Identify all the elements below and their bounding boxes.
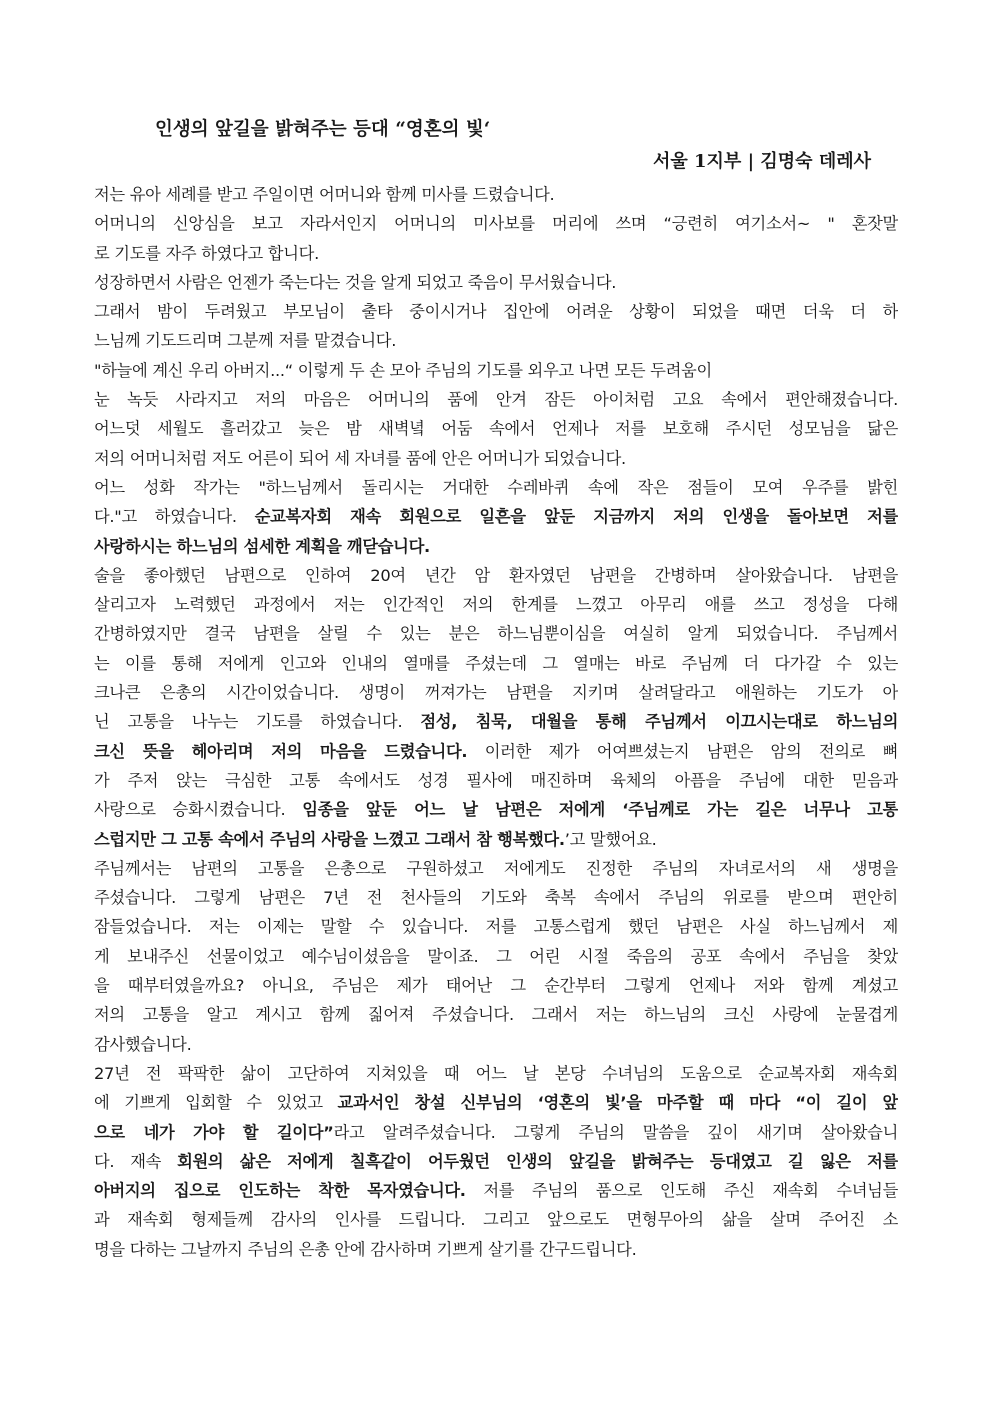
text-line	[94, 502, 898, 531]
text-run: 과 재속회 형제들께 감사의 인사를 드립니다. 그리고 앞으로도 면형무아의 삶을 살며 주어진 소	[94, 1210, 898, 1230]
text-run: 다. 재속	[94, 1151, 178, 1171]
document-title: 인생의 앞길을 밝혀주는 등대 “영혼의 빛‘	[155, 119, 491, 140]
bold-text-run: 크신 뜻을 헤아리며 저의 마음을 드렸습니다.	[94, 741, 468, 761]
text-run: 눈 녹듯 사라지고 저의 마음은 어머니의 품에 안겨 잠든 아이처럼 고요 속에서 편안해졌습니다.	[94, 390, 898, 410]
text-run: 감사했습니다.	[94, 1034, 192, 1054]
text-line	[94, 385, 898, 414]
document-body	[94, 180, 898, 1264]
text-run: "하늘에 계신 우리 아버지...“ 이렇게 두 손 모아 주님의 기도를 외우고 나면 모든 두려움이	[94, 360, 712, 380]
text-line	[94, 1118, 898, 1147]
text-line	[94, 209, 898, 238]
text-line	[94, 414, 898, 443]
text-line	[94, 912, 898, 941]
text-line	[94, 1176, 898, 1205]
text-run: 가 주저 앉는 극심한 고통 속에서도 성경 필사에 매진하며 육체의 아픔을 주님에 대한 믿음과	[94, 770, 898, 790]
bold-text-run: 점성, 침묵, 대월을 통해 주님께서 이끄시는대로 하느님의	[420, 712, 898, 732]
text-line	[94, 444, 898, 473]
text-line	[94, 649, 898, 678]
text-line	[94, 590, 898, 619]
text-run: 어느덧 세월도 흘러갔고 늦은 밤 새벽녘 어둠 속에서 언제나 저를 보호해 주시던 성모님을 닮은	[94, 419, 898, 439]
text-run: 저의 어머니처럼 저도 어른이 되어 세 자녀를 품에 안은 어머니가 되었습니다.	[94, 448, 626, 468]
author-line: 서울 1지부 | 김명숙 데레사	[652, 151, 871, 172]
bold-text-run: 사랑하시는 하느님의 섬세한 계획을 깨닫습니다.	[94, 536, 430, 556]
bold-text-run: 순교복자회 재속 회원으로 일흔을 앞둔 지금까지 저의 인생을 돌아보면 저를	[254, 507, 898, 527]
text-run: 이러한 제가 어여쁘셨는지 남편은 암의 전의로 뼈	[467, 741, 898, 761]
bold-text-run: 스럽지만 그 고통 속에서 주님의 사랑을 느꼈고 그래서 참 행복했다.	[94, 829, 565, 849]
text-line	[94, 326, 898, 355]
text-line	[94, 1030, 898, 1059]
text-run: 을 때부터였을까요? 아니요, 주님은 제가 태어난 그 순간부터 그렇게 언제나 저와 함께 계셨고	[94, 976, 898, 996]
text-line	[94, 942, 898, 971]
text-run: 잠들었습니다. 저는 이제는 말할 수 있습니다. 저를 고통스럽게 했던 남편은 사실 하느님께서 제	[94, 917, 898, 937]
text-line	[94, 1059, 898, 1088]
text-run: ’고 말했어요.	[564, 829, 657, 849]
text-line	[94, 971, 898, 1000]
text-run: 살리고자 노력했던 과정에서 저는 인간적인 저의 한계를 느꼈고 아무리 애를 쓰고 정성을 다해	[94, 595, 898, 615]
text-line	[94, 619, 898, 648]
text-line	[94, 825, 898, 854]
text-run: 게 보내주신 선물이었고 예수님이셨음을 말이죠. 그 어린 시절 죽음의 공포 속에서 주님을 찾았	[94, 946, 898, 966]
text-run: 그래서 밤이 두려웠고 부모님이 출타 중이시거나 집안에 어려운 상황이 되었을 때면 더욱 더 하	[94, 302, 898, 322]
text-run: 저는 유아 세례를 받고 주일이면 어머니와 함께 미사를 드렸습니다.	[94, 185, 555, 204]
text-run: 라고 알려주셨습니다. 그렇게 주님의 말씀을 깊이 새기며 살아왔습니	[333, 1122, 898, 1142]
text-line	[94, 297, 898, 326]
text-run: 주님께서는 남편의 고통을 은총으로 구원하셨고 저에게도 진정한 주님의 자녀로서의 새 생명을	[94, 858, 898, 878]
text-run: 는 이를 통해 저에게 인고와 인내의 열매를 주셨는데 그 열매는 바로 주님께 더 다가갈 수 있는	[94, 653, 898, 673]
text-run: 사랑으로 승화시켰습니다.	[94, 800, 303, 820]
text-run: 명을 다하는 그날까지 주님의 은총 안에 감사하며 기쁘게 살기를 간구드립니다.	[94, 1239, 637, 1259]
text-run: 다."고 하였습니다.	[94, 507, 255, 527]
text-run: 크나큰 은총의 시간이었습니다. 생명이 꺼져가는 남편을 지키며 살려달라고 애원하는 기도가 아	[94, 683, 898, 703]
text-run: 주셨습니다. 그렇게 남편은 7년 전 천사들의 기도와 축복 속에서 주님의 위로를 받으며 편안히	[94, 888, 898, 908]
text-run: 저를 주님의 품으로 인도해 주신 재속회 수녀님들	[465, 1181, 898, 1201]
bold-text-run: 아버지의 집으로 인도하는 착한 목자였습니다.	[94, 1181, 466, 1201]
text-line	[94, 561, 898, 590]
text-line	[94, 532, 898, 561]
text-line	[94, 766, 898, 795]
text-line	[94, 854, 898, 883]
bold-text-run: 회원의 삶은 저에게 칠흑같이 어두웠던 인생의 앞길을 밝혀주는 등대였고 길 잃은 저를	[177, 1151, 898, 1171]
text-line	[94, 239, 898, 268]
text-line	[94, 1205, 898, 1234]
text-line	[94, 473, 898, 502]
text-line	[94, 1235, 898, 1264]
bold-text-run: 임종을 앞둔 어느 날 남편은 저에게 ‘주님께로 가는 길은 너무나 고통	[302, 800, 898, 820]
text-run: 어머니의 신앙심을 보고 자라서인지 어머니의 미사보를 머리에 쓰며 “긍련히 여기소서~ " 혼잣말	[94, 214, 898, 234]
text-line	[94, 180, 898, 209]
text-run: 술을 좋아했던 남편으로 인하여 20여 년간 암 환자였던 남편을 간병하며 살아왔습니다. 남편을	[94, 565, 898, 585]
text-run: 로 기도를 자주 하였다고 합니다.	[94, 243, 319, 263]
text-line	[94, 678, 898, 707]
text-line	[94, 1088, 898, 1117]
text-run: 느님께 기도드리며 그분께 저를 맡겼습니다.	[94, 331, 397, 351]
bold-text-run: 교과서인 창설 신부님의 ‘영혼의 빛’을 마주할 때 마다 “이 길이 앞	[337, 1093, 898, 1113]
text-line	[94, 268, 898, 297]
text-run: 닌 고통을 나누는 기도를 하였습니다.	[94, 712, 421, 732]
text-line	[94, 707, 898, 736]
text-line	[94, 356, 898, 385]
text-line	[94, 795, 898, 824]
text-run: 27년 전 팍팍한 삶이 고단하여 지쳐있을 때 어느 날 본당 수녀님의 도움으로 순교복자회 재속회	[94, 1063, 898, 1083]
text-run: 어느 성화 작가는 "하느님께서 돌리시는 거대한 수레바퀴 속에 작은 점들이 모여 우주를 밝힌	[94, 477, 898, 497]
text-run: 에 기쁘게 입회할 수 있었고	[94, 1093, 338, 1113]
text-run: 간병하였지만 결국 남편을 살릴 수 있는 분은 하느님뿐이심을 여실히 알게 되었습니다. 주님께서	[94, 624, 898, 644]
text-line	[94, 1147, 898, 1176]
text-run: 성장하면서 사람은 언젠가 죽는다는 것을 알게 되었고 죽음이 무서웠습니다.	[94, 272, 617, 292]
text-line	[94, 883, 898, 912]
text-run: 저의 고통을 알고 계시고 함께 짊어져 주셨습니다. 그래서 저는 하느님의 크신 사랑에 눈물겹게	[94, 1005, 898, 1025]
text-line	[94, 737, 898, 766]
bold-text-run: 으로 네가 가야 할 길이다”	[94, 1122, 334, 1142]
text-line	[94, 1000, 898, 1029]
